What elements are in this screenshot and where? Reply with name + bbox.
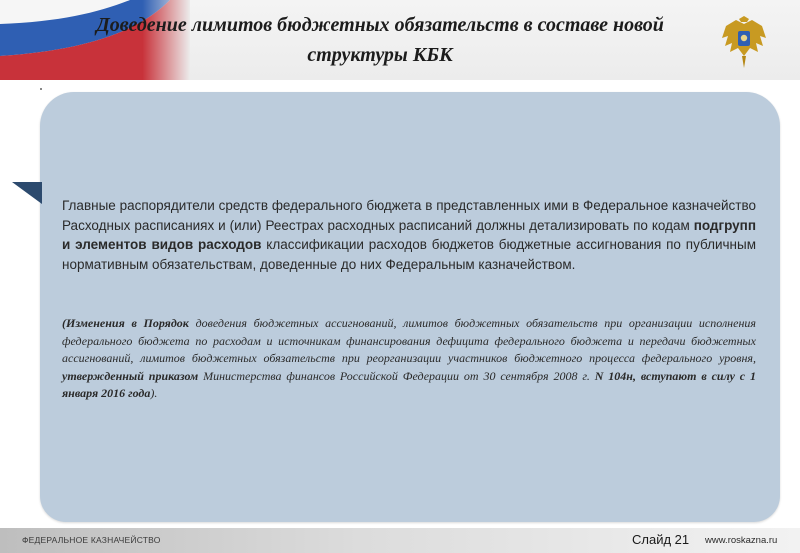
double-headed-eagle-emblem-icon xyxy=(720,16,768,70)
title-line-1: Доведение лимитов бюджетных обязательств в составе новой xyxy=(96,14,664,36)
slide-header xyxy=(0,0,800,80)
note-bold-2: утвержденный приказом xyxy=(62,368,199,383)
slide-number: Слайд 21 xyxy=(632,532,690,547)
note-text-3: ). xyxy=(150,386,158,400)
note-bold-1: (Изменения в Порядок xyxy=(62,316,189,330)
footer-organization: ФЕДЕРАЛЬНОЕ КАЗНАЧЕЙСТВО xyxy=(22,535,161,545)
decorative-dot xyxy=(40,88,42,90)
main-paragraph-text-1: Главные распорядители средств федерального бюджета в представленных ими в Федеральное казначейство Расходных расписаниях и (или) Реестрах расходных расписаний должны детализировать по кодам xyxy=(62,198,756,233)
content-panel xyxy=(40,92,780,522)
main-paragraph-bold: подгрупп и элементов видов расходов xyxy=(62,217,756,252)
main-paragraph xyxy=(62,196,756,274)
title-line-2: структуры КБК xyxy=(307,44,453,66)
slide-body xyxy=(0,80,800,530)
main-paragraph-text-2: классификации расходов бюджетов бюджетные ассигнования по публичным нормативным обязательствам, доведенные до них Федеральным казначейством. xyxy=(62,237,756,272)
website-link[interactable]: www.roskazna.ru xyxy=(705,535,778,546)
slide-title xyxy=(20,10,740,70)
note-paragraph xyxy=(62,315,756,403)
triangle-marker-icon xyxy=(12,182,42,204)
note-text-2: Министерства финансов Российской Федерации от 30 сентября 2008 г. xyxy=(198,368,595,383)
note-bold-3: N 104н, вступают в силу с 1 января 2016 года xyxy=(62,368,756,400)
note-text-1: доведения бюджетных ассигнований, лимитов бюджетных обязательств при организации исполнения федерального бюджета по расходам и источникам финансирования дефицита федерального бюджета и передачи бюджетных ассигнований, лимитов бюджетных обязательств при реорганизации участников бюджетного процесса федерального уровня, xyxy=(62,316,756,365)
